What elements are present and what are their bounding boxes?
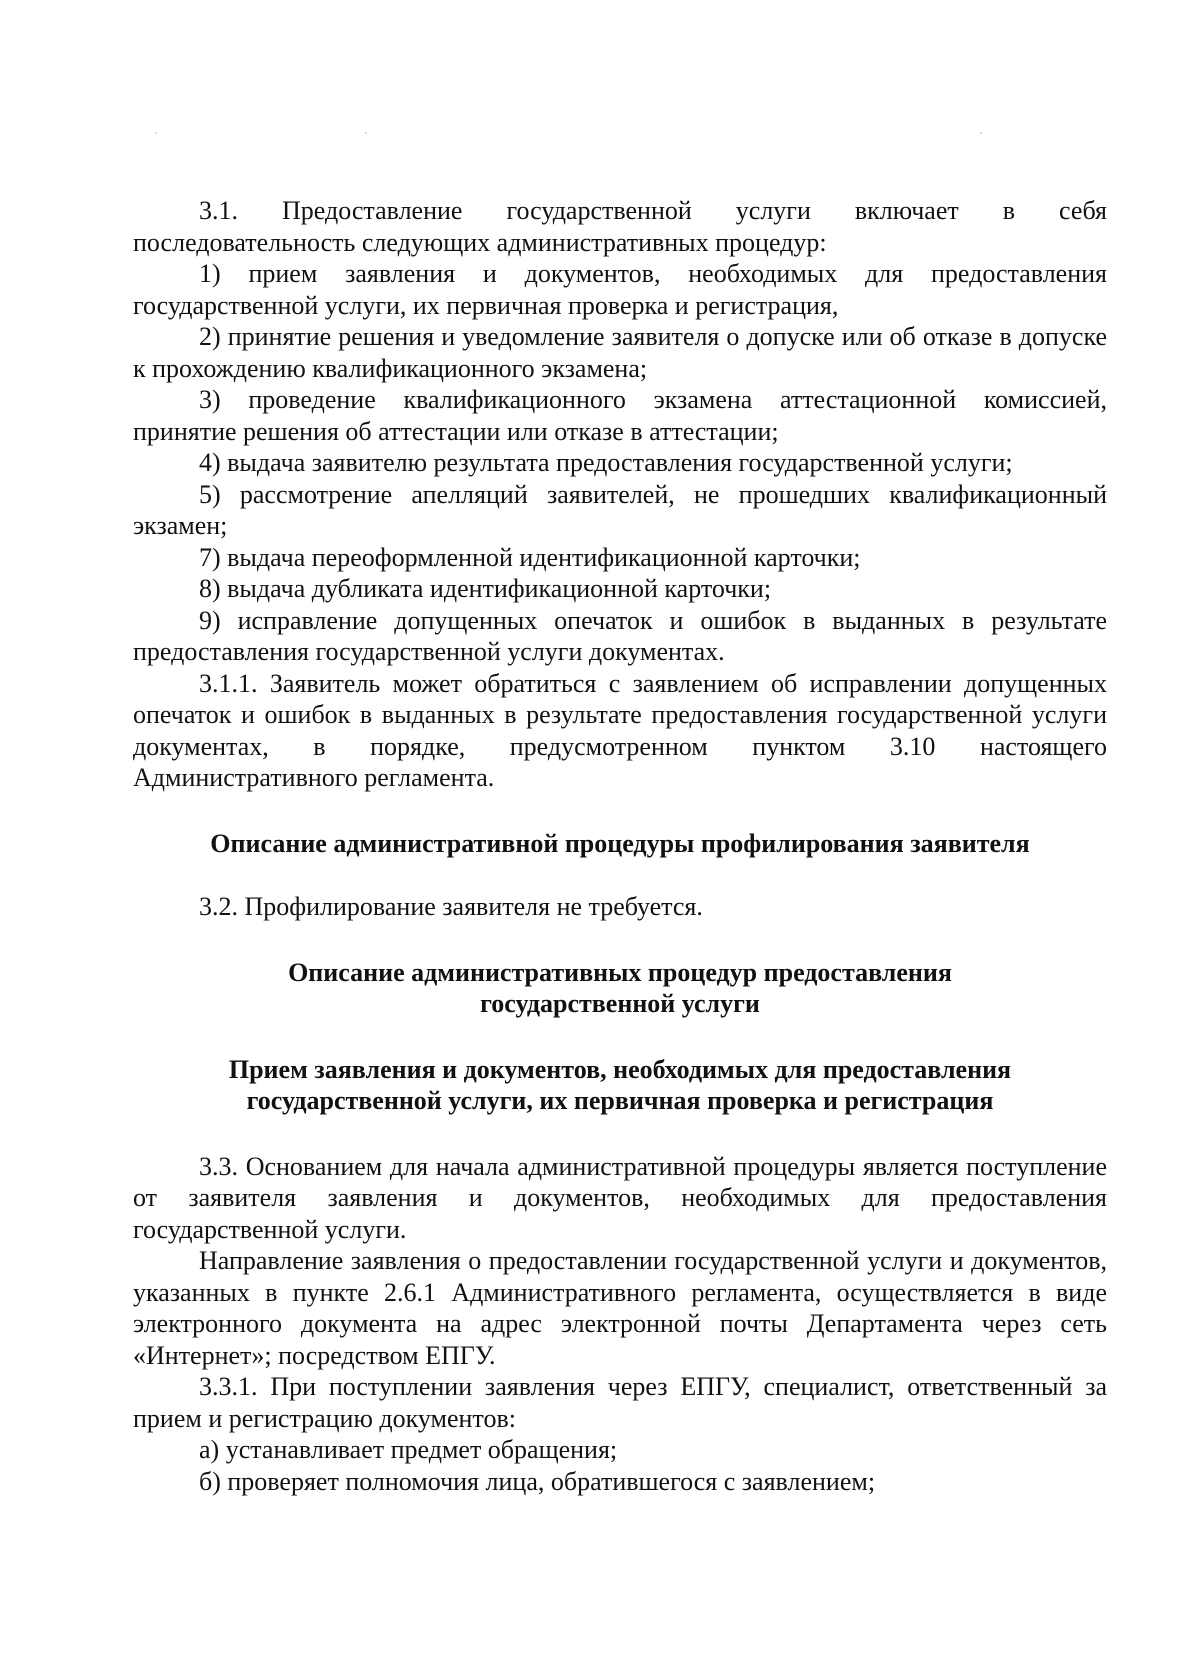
heading-profiling: Описание административной процедуры профилирования заявителя bbox=[210, 828, 1030, 858]
scan-speck bbox=[365, 132, 367, 134]
list-item-2: 2) принятие решения и уведомление заявителя о допуске или об отказе в допуске к прохождению квалификационного экзамена; bbox=[133, 322, 1107, 383]
heading-procedures-line2: государственной услуги bbox=[480, 989, 760, 1018]
paragraph-3-3-1: 3.3.1. При поступлении заявления через ЕПГУ, специалист, ответственный за прием и регистрацию документов: bbox=[133, 1372, 1107, 1433]
paragraph-direction: Направление заявления о предоставлении государственной услуги и документов, указанных в пункте 2.6.1 Административного регламента, осуществляется в виде электронного документа на адрес электронной почты Департамента через сеть «Интернет»; посредством ЕПГУ. bbox=[133, 1246, 1107, 1370]
list-item-5: 5) рассмотрение апелляций заявителей, не прошедших квалификационный экзамен; bbox=[133, 479, 1107, 540]
spacer bbox=[133, 1117, 1107, 1151]
paragraph-3-2: 3.2. Профилирование заявителя не требуется. bbox=[199, 892, 703, 921]
sub-item-a: а) устанавливает предмет обращения; bbox=[199, 1435, 618, 1464]
list-item-3: 3) проведение квалификационного экзамена аттестационной комиссией, принятие решения об аттестации или отказе в аттестации; bbox=[133, 385, 1107, 446]
list-item-4: 4) выдача заявителю результата предоставления государственной услуги; bbox=[199, 448, 1013, 477]
heading-procedures-line1: Описание административных процедур предоставления bbox=[288, 957, 952, 987]
heading-procedures bbox=[133, 957, 1107, 1020]
list-item-7: 7) выдача переоформленной идентификационной карточки; bbox=[199, 542, 861, 572]
document-body bbox=[133, 195, 1107, 1497]
spacer bbox=[133, 923, 1107, 957]
spacer bbox=[133, 1020, 1107, 1054]
heading-reception-line1: Прием заявления и документов, необходимых для предоставления bbox=[228, 1054, 1012, 1084]
heading-reception-line2: государственной услуги, их первичная проверка и регистрация bbox=[246, 1086, 994, 1115]
list-item-8: 8) выдача дубликата идентификационной карточки; bbox=[199, 574, 772, 603]
spacer bbox=[133, 859, 1107, 891]
paragraph-3-1-1: 3.1.1. Заявитель может обратиться с заявлением об исправлении допущенных опечаток и ошибок в выданных в результате предоставления государственной услуги документах, в порядке, предусмотренном пунктом 3.10 настоящего Административного регламента. bbox=[133, 668, 1107, 792]
heading-reception bbox=[133, 1054, 1107, 1117]
scan-speck bbox=[980, 132, 982, 134]
scan-speck bbox=[155, 132, 157, 134]
list-item-1: 1) прием заявления и документов, необходимых для предоставления государственной услуги, их первичная проверка и регистрация, bbox=[133, 259, 1107, 320]
paragraph-3-3: 3.3. Основанием для начала административной процедуры является поступление от заявителя заявления и документов, необходимых для предоставления государственной услуги. bbox=[133, 1151, 1107, 1244]
list-item-9: 9) исправление допущенных опечаток и ошибок в выданных в результате предоставления государственной услуги документах. bbox=[133, 605, 1107, 666]
sub-item-b: б) проверяет полномочия лица, обратившегося с заявлением; bbox=[199, 1466, 876, 1496]
paragraph-3-1: 3.1. Предоставление государственной услуги включает в себя последовательность следующих административных процедур: bbox=[133, 196, 1107, 257]
spacer bbox=[133, 794, 1107, 828]
